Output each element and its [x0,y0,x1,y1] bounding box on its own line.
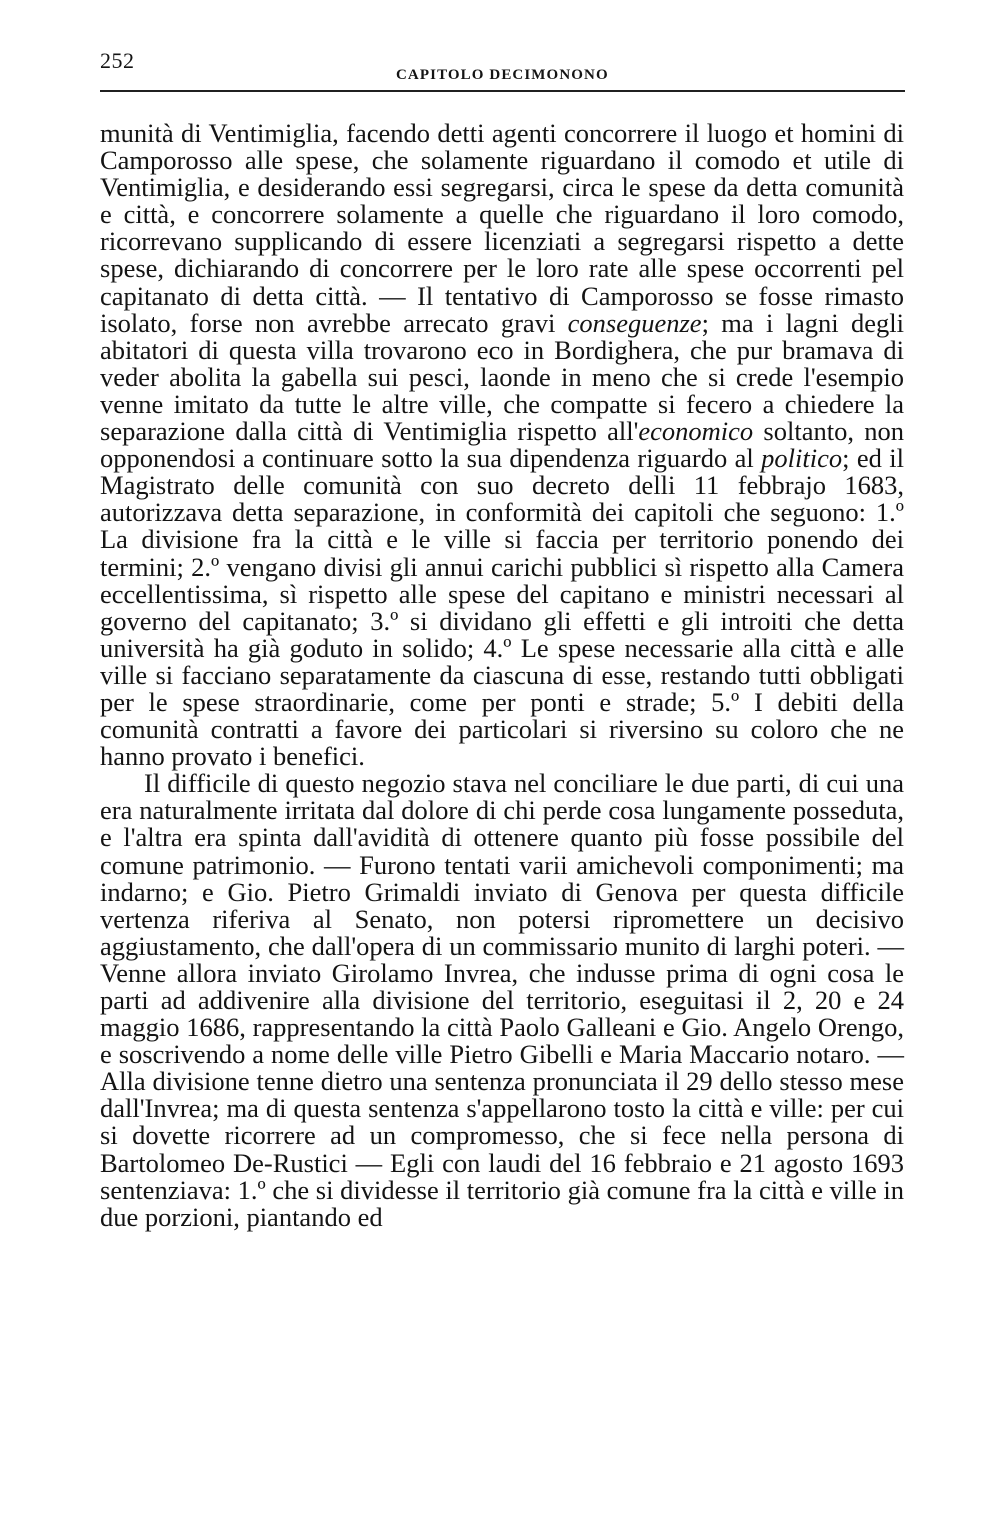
text-run: ; ed il Magistrato delle comunità con suo decreto delli 11 febbrajo 1683, autorizzava detta separazione, in conformità dei capitoli che seguono: 1.º La divisione fra la città e le ville si faccia per territorio ponendo dei termini; 2.º vengano divisi gli annui carichi pubblici sì rispetto alla Camera eccellentissima, sì rispetto alle spese del capitano e ministri necessari al governo del capitanato; 3.º si dividano gli effetti e gli introiti che detta università ha già goduto in solido; 4.º Le spese necessarie alla città e alle ville si facciano separatamente da ciascuna di esse, restando tutti obbligati per le spese straordinarie, come per ponti e strade; 5.º I debiti della comunità contratti a favore dei particolari si riversino su coloro che ne hanno provato i benefici. [100,443,904,772]
paragraph-2 [100,770,904,1231]
page-header [100,42,905,90]
italic-text-run: politico [761,443,843,474]
text-run: soltanto, non opponendosi a continuare sotto la sua dipendenza riguardo al [100,416,904,474]
italic-text-run: economico [638,416,754,447]
running-head: CAPITOLO DECIMONONO [396,67,609,83]
italic-text-run: conseguenze [567,307,702,338]
text-run: ; ma i lagni degli abitatori di questa villa trovarono eco in Bordighera, che pur bramava di veder abolita la gabella sui pesci, laonde in meno che si crede l'esempio venne imitato da tutte le altre ville, che compatte si fecero a chiedere la separazione dalla città di Ventimiglia rispetto all' [100,307,904,447]
body-text [100,120,904,1231]
text-run: munità di Ventimiglia, facendo detti agenti concorrere il luogo et homini di Camporosso alle spese, che solamente riguardano il comodo et utile di Ventimiglia, e desiderando essi segregarsi, circa le spese da detta comunità e città, e concorrere solamente a quelle che riguardano il loro comodo, ricorrevano supplicando di essere licenziati a segregarsi rispetto a dette spese, dichiarando di concorrere per le loro rate alle spese occorrenti pel capitanato di detta città. — Il tentativo di Camporosso se fosse rimasto isolato, forse non avrebbe arrecato gravi [100,118,904,338]
header-rule [100,90,905,92]
paragraph-1 [100,120,904,770]
page-number: 252 [100,48,135,73]
text-run: Il difficile di questo negozio stava nel conciliare le due parti, di cui una era naturalmente irritata dal dolore di chi perde cosa lungamente posseduta, e l'altra era spinta dall'avidità di ottenere quanto più fosse possibile del comune patrimonio. — Furono tentati varii amichevoli componimenti; ma indarno; e Gio. Pietro Grimaldi inviato di Genova per questa difficile vertenza riferiva al Senato, non potersi ripromettere un decisivo aggiustamento, che dall'opera di un commissario munito di larghi poteri. — Venne allora inviato Girolamo Invrea, che indusse prima di ogni cosa le parti ad addivenire alla divisione del territorio, eseguitasi il 2, 20 e 24 maggio 1686, rappresentando la città Paolo Galleani e Gio. Angelo Orengo, e soscrivendo a nome delle ville Pietro Gibelli e Maria Maccario notaro. — Alla divisione tenne dietro una sentenza pronunciata il 29 dello stesso mese dall'Invrea; ma di questa sentenza s'appellarono tosto la città e ville: per cui si dovette ricorrere ad un compromesso, che si fece nella persona di Bartolomeo De-Rustici — Egli con laudi del 16 febbraio e 21 agosto 1693 sentenziava: 1.º che si dividesse il territorio già comune fra la città e ville in due porzioni, piantando ed [100,768,904,1232]
